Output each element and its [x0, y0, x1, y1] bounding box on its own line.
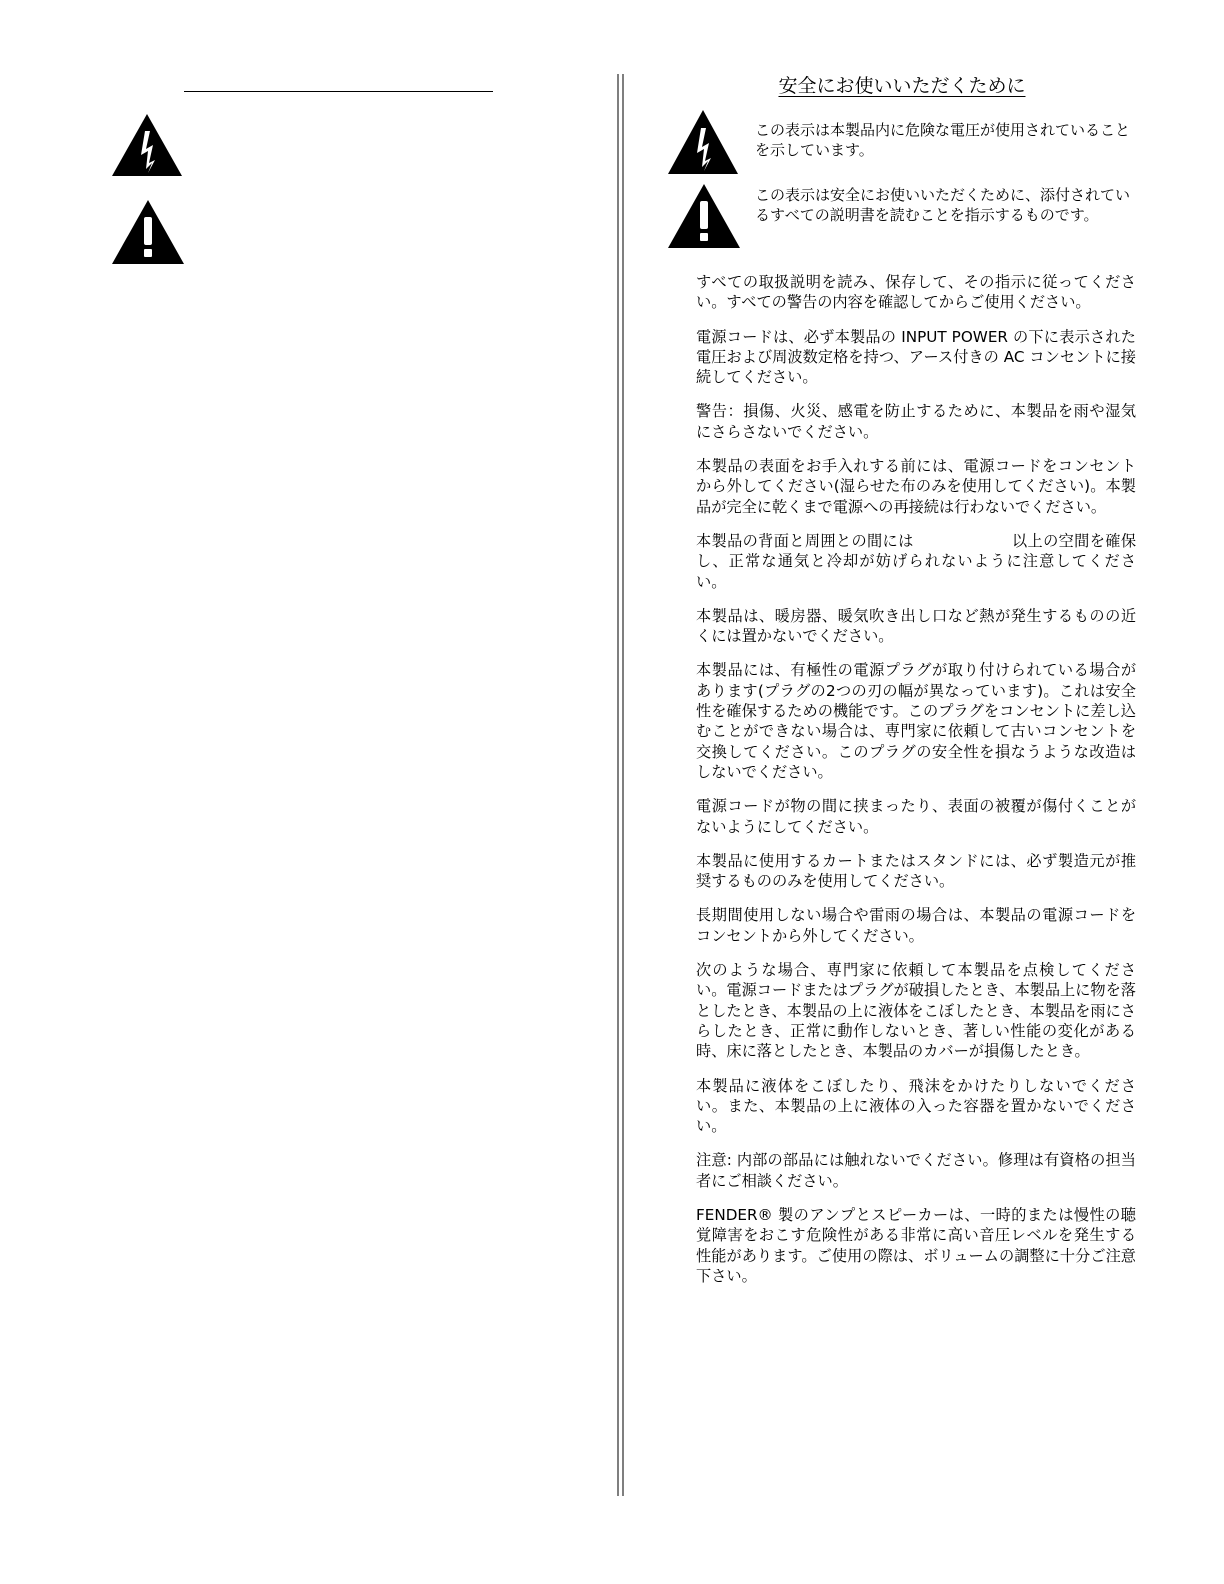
instruction-paragraph: すべての取扱説明を読み、保存して、その指示に従ってください。すべての警告の内容を確認してからご使用ください。 [696, 273, 1136, 312]
instruction-paragraph: 電源コードは、必ず本製品の INPUT POWER の下に表示された電圧および周波数定格を持つ、アース付きの AC コンセントに接続してください。 [696, 327, 1136, 387]
instruction-paragraph: 本製品に使用するカートまたはスタンドには、必ず製造元が推奨するもののみを使用してください。 [696, 851, 1136, 891]
lightning-bolt-warning-icon [667, 109, 739, 175]
instruction-paragraph: 本製品の表面をお手入れする前には、電源コードをコンセントから外してください(湿らせた布のみを使用してください)。本製品が完全に乾くまで電源への再接続は行わないでください。 [696, 457, 1136, 516]
instruction-paragraph: 警告：損傷、火災、感電を防止するために、本製品を雨や湿気にさらさないでください。 [696, 402, 1136, 441]
paragraph-text: 以上の空間を確保し、正常な通気と冷却が妨げられないように注意してください。 [696, 531, 1137, 591]
lightning-bolt-warning-icon [111, 113, 183, 177]
instruction-paragraph: 本製品には、有極性の電源プラグが取り付けられている場合があります(プラグの2つの刃の幅が異なっています)。これは安全性を確保するための機能です。このプラグをコンセントに差し込むことができない場合は、専門家に依頼して古いコンセントを交換してください。このプラグの安全性を損なうような改造はしないでください。 [696, 661, 1136, 781]
instruction-paragraph: 注意: 内部の部品には触れないでください。修理は有資格の担当者にご相談ください。 [696, 1151, 1136, 1190]
instruction-paragraph: 電源コードが物の間に挟まったり、表面の被覆が傷付くことがないようにしてください。 [696, 797, 1136, 836]
instruction-paragraph: 本製品は、暖房器、暖気吹き出し口など熱が発生するものの近くには置かないでください。 [696, 606, 1136, 646]
instruction-paragraph [696, 531, 1136, 592]
page-title: 安全にお使いいただくために [778, 75, 1026, 97]
instruction-paragraph: 本製品に液体をこぼしたり、飛沫をかけたりしないでください。また、本製品の上に液体の入った容器を置かないでください。 [696, 1076, 1136, 1136]
column-divider [617, 74, 624, 1496]
instruction-paragraph: 次のような場合、専門家に依頼して本製品を点検してください。電源コードまたはプラグが破損したとき、本製品上に物を落としたとき、本製品の上に液体をこぼしたとき、本製品を雨にさらしたとき、正常に動作しないとき、著しい性能の変化がある時、床に落としたとき、本製品のカバーが損傷したとき。 [696, 961, 1136, 1061]
exclamation-warning-icon [667, 183, 741, 249]
exclamation-warning-icon [111, 199, 185, 265]
instruction-paragraph: 長期間使用しない場合や雷雨の場合は、本製品の電源コードをコンセントから外してください。 [696, 906, 1136, 945]
instruction-paragraph: FENDER® 製のアンプとスピーカーは、一時的または慢性の聴覚障害をおこす危険性がある非常に高い音圧レベルを発生する性能があります。ご使用の際は、ボリュームの調整に十分ご注意下さい。 [696, 1205, 1136, 1285]
safety-instructions [696, 272, 1136, 1300]
paragraph-text: 本製品の背面と周囲との間には [696, 531, 914, 550]
exclamation-symbol-description: この表示は安全にお使いいただくために、添付されているすべての説明書を読むことを指示するものです。 [755, 186, 1131, 224]
left-header-rule [184, 91, 493, 92]
lightning-symbol-description: この表示は本製品内に危険な電圧が使用されていることを示しています。 [755, 121, 1131, 159]
